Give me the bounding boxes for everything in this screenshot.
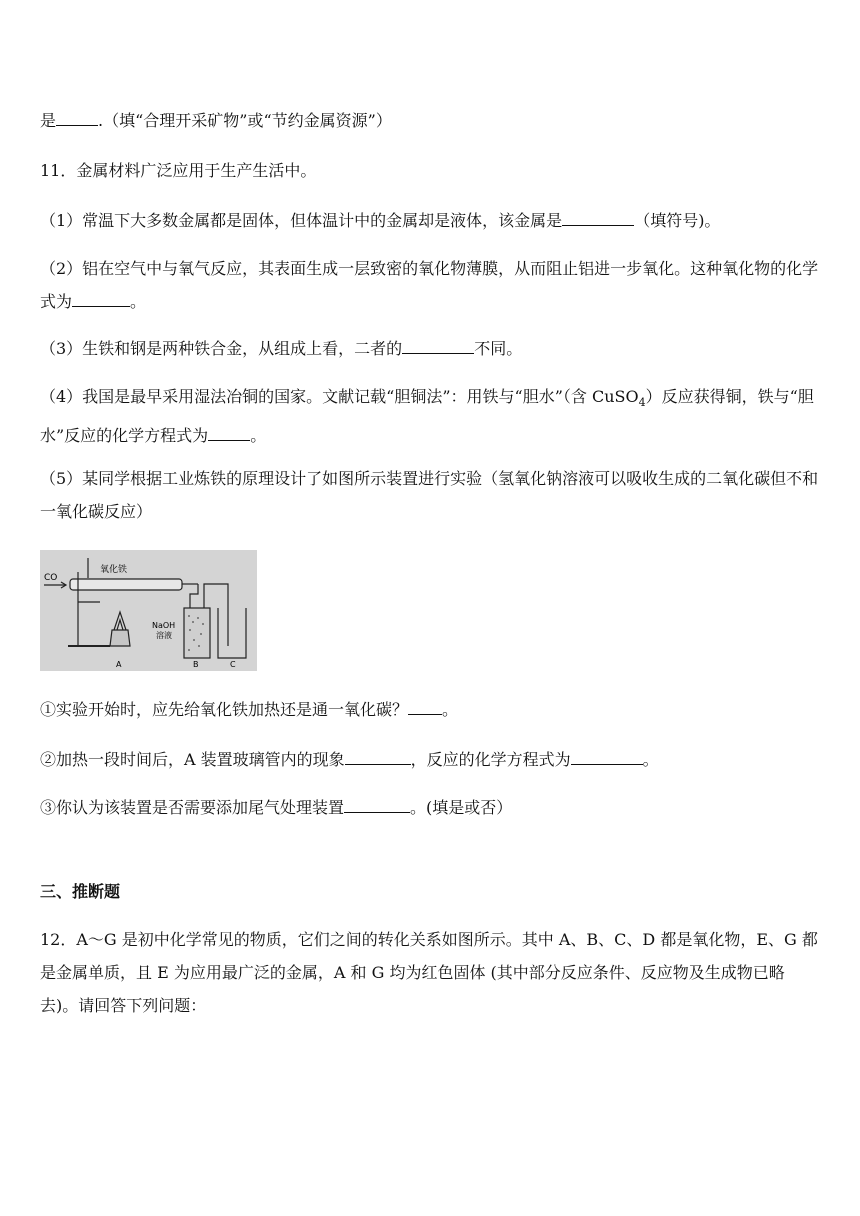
answer-blank (571, 750, 643, 765)
answer-blank (72, 292, 130, 307)
fe2o3-label: 氧化铁 (100, 565, 128, 575)
naoh-bottle (184, 608, 210, 658)
q11-sub3: ③你认为该装置是否需要添加尾气处理装置 。(填是或否） (40, 798, 513, 817)
burner (110, 630, 130, 646)
answer-blank (56, 111, 98, 126)
answer-blank (208, 426, 250, 441)
beaker (218, 608, 246, 658)
q11-part1: （1）常温下大多数金属都是固体，但体温计中的金属却是液体，该金属是 （填符号)。 (40, 211, 721, 230)
q11-part3: （3）生铁和钢是两种铁合金，从组成上看，二者的 不同。 (40, 339, 523, 358)
q11-sub1: ①实验开始时，应先给氧化铁加热还是通一氧化碳？ 。 (40, 700, 459, 719)
q11-part5: （5）某同学根据工业炼铁的原理设计了如图所示装置进行实验（氢氧化钠溶液可以吸收生成的二氧化碳但不和一氧化碳反应） (40, 469, 819, 521)
answer-blank (562, 211, 634, 226)
section-heading: 三、推断题 (40, 882, 121, 901)
co-label: CO (44, 573, 58, 583)
q12-text: 12．A～G 是初中化学常见的物质，它们之间的转化关系如图所示。其中 A、B、C、D 都是氧化物，E、G 都是金属单质，且 E 为应用最广泛的金属，A 和 G 均为红色固体 (其中部分反应条件、反应物及生成物已略去)。请回答下列问题： (40, 930, 818, 1015)
q10-tail: 是 .（填“合理开采矿物”或“节约金属资源”） (40, 111, 392, 130)
solution-label: 溶液 (156, 631, 172, 640)
answer-blank (402, 339, 474, 354)
experiment-apparatus-figure (40, 550, 257, 671)
q11-part4: （4）我国是最早采用湿法冶铜的国家。文献记载“胆铜法”：用铁与“胆水”（含 CuSO$_4$）反应获得铜，铁与“胆水”反应的化学方程式为 。 (40, 387, 814, 446)
answer-blank (408, 700, 442, 715)
label-c: C (230, 660, 236, 669)
answer-blank (345, 750, 411, 765)
label-a: A (116, 660, 122, 669)
apparatus-drawing (40, 550, 257, 671)
glass-tube (70, 579, 182, 590)
q11-part2: （2）铝在空气中与氧气反应，其表面生成一层致密的氧化物薄膜，从而阻止铝进一步氧化。这种氧化物的化学式为 。 (40, 259, 819, 311)
answer-blank (344, 798, 410, 813)
naoh-label: NaOH (152, 621, 176, 630)
label-b: B (193, 660, 199, 669)
q11-sub2: ②加热一段时间后，A 装置玻璃管内的现象 ，反应的化学方程式为 。 (40, 750, 659, 769)
q11-title: 11．金属材料广泛应用于生产生活中。 (40, 161, 317, 180)
